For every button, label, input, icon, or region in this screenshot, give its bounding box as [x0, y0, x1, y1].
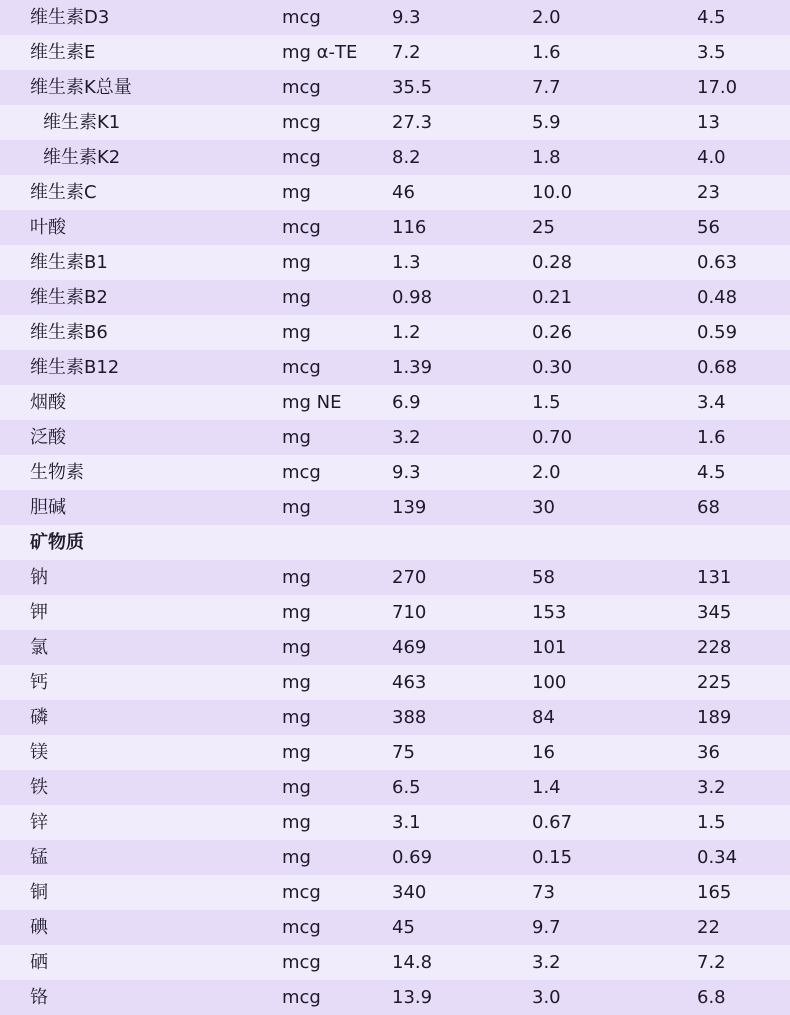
value-cell-2: 153	[532, 602, 567, 623]
value-cell-1: 3.2	[392, 427, 421, 448]
unit-cell: mcg	[282, 77, 321, 98]
unit-cell: mcg	[282, 987, 321, 1008]
value-cell-3: 36	[697, 742, 720, 763]
value-cell-2: 101	[532, 637, 567, 658]
value-cell-3: 56	[697, 217, 720, 238]
value-cell-3: 3.4	[697, 392, 726, 413]
table-row	[0, 875, 790, 910]
unit-cell: mcg	[282, 7, 321, 28]
unit-cell: mg	[282, 427, 311, 448]
value-cell-3: 0.48	[697, 287, 738, 308]
table-row	[0, 455, 790, 490]
value-cell-3: 189	[697, 707, 732, 728]
nutrient-name: 维生素K总量	[30, 77, 132, 98]
table-row	[0, 700, 790, 735]
unit-cell: mcg	[282, 882, 321, 903]
value-cell-3: 4.5	[697, 7, 726, 28]
nutrient-name: 维生素C	[30, 182, 97, 203]
nutrient-name: 维生素K1	[43, 112, 121, 133]
value-cell-2: 25	[532, 217, 555, 238]
unit-cell: mg	[282, 847, 311, 868]
value-cell-1: 0.98	[392, 287, 433, 308]
nutrient-name: 泛酸	[30, 427, 66, 448]
nutrient-name: 维生素B2	[30, 287, 108, 308]
section-header-row	[0, 525, 790, 560]
table-row	[0, 595, 790, 630]
value-cell-2: 2.0	[532, 462, 561, 483]
nutrient-name: 碘	[30, 917, 48, 938]
value-cell-3: 1.5	[697, 812, 726, 833]
unit-cell: mg	[282, 672, 311, 693]
value-cell-1: 1.39	[392, 357, 433, 378]
unit-cell: mg	[282, 322, 311, 343]
value-cell-2: 58	[532, 567, 555, 588]
value-cell-1: 13.9	[392, 987, 433, 1008]
table-row	[0, 210, 790, 245]
value-cell-2: 10.0	[532, 182, 573, 203]
table-row	[0, 280, 790, 315]
value-cell-3: 345	[697, 602, 732, 623]
nutrient-name: 硒	[30, 952, 48, 973]
value-cell-2: 0.67	[532, 812, 573, 833]
value-cell-3: 7.2	[697, 952, 726, 973]
value-cell-1: 0.69	[392, 847, 433, 868]
value-cell-1: 14.8	[392, 952, 433, 973]
value-cell-3: 68	[697, 497, 720, 518]
value-cell-3: 22	[697, 917, 720, 938]
unit-cell: mg	[282, 637, 311, 658]
nutrient-name: 磷	[30, 707, 48, 728]
unit-cell: mg	[282, 602, 311, 623]
unit-cell: mg	[282, 707, 311, 728]
value-cell-2: 1.4	[532, 777, 561, 798]
value-cell-3: 165	[697, 882, 732, 903]
value-cell-3: 225	[697, 672, 732, 693]
nutrient-name: 胆碱	[30, 497, 66, 518]
table-row	[0, 735, 790, 770]
value-cell-1: 469	[392, 637, 427, 658]
unit-cell: mcg	[282, 917, 321, 938]
value-cell-1: 6.5	[392, 777, 421, 798]
nutrient-name: 维生素B1	[30, 252, 108, 273]
table-row	[0, 175, 790, 210]
value-cell-1: 3.1	[392, 812, 421, 833]
table-row	[0, 770, 790, 805]
section-title: 矿物质	[30, 532, 84, 553]
unit-cell: mg	[282, 777, 311, 798]
nutrient-name: 钾	[30, 602, 48, 623]
nutrient-name: 铬	[30, 987, 48, 1008]
value-cell-1: 340	[392, 882, 427, 903]
value-cell-3: 4.5	[697, 462, 726, 483]
value-cell-3: 13	[697, 112, 720, 133]
value-cell-3: 17.0	[697, 77, 738, 98]
value-cell-1: 1.3	[392, 252, 421, 273]
table-row	[0, 105, 790, 140]
table-row	[0, 70, 790, 105]
table-row	[0, 245, 790, 280]
nutrient-name: 铜	[30, 882, 48, 903]
value-cell-3: 1.6	[697, 427, 726, 448]
value-cell-2: 0.26	[532, 322, 573, 343]
value-cell-2: 2.0	[532, 7, 561, 28]
value-cell-2: 84	[532, 707, 555, 728]
unit-cell: mg	[282, 742, 311, 763]
value-cell-2: 7.7	[532, 77, 561, 98]
value-cell-1: 9.3	[392, 462, 421, 483]
value-cell-2: 0.21	[532, 287, 573, 308]
value-cell-1: 139	[392, 497, 427, 518]
value-cell-2: 5.9	[532, 112, 561, 133]
table-row	[0, 420, 790, 455]
value-cell-3: 0.34	[697, 847, 738, 868]
value-cell-2: 3.2	[532, 952, 561, 973]
value-cell-1: 46	[392, 182, 415, 203]
value-cell-2: 100	[532, 672, 567, 693]
value-cell-3: 0.59	[697, 322, 738, 343]
nutrient-name: 锰	[30, 847, 48, 868]
table-row	[0, 945, 790, 980]
unit-cell: mg NE	[282, 392, 342, 413]
value-cell-1: 9.3	[392, 7, 421, 28]
value-cell-2: 1.8	[532, 147, 561, 168]
nutrient-name: 钙	[30, 672, 48, 693]
value-cell-3: 6.8	[697, 987, 726, 1008]
table-row	[0, 840, 790, 875]
unit-cell: mcg	[282, 217, 321, 238]
value-cell-2: 0.28	[532, 252, 573, 273]
value-cell-2: 30	[532, 497, 555, 518]
nutrient-name: 镁	[30, 742, 48, 763]
table-row	[0, 630, 790, 665]
nutrient-name: 氯	[30, 637, 48, 658]
value-cell-2: 73	[532, 882, 555, 903]
value-cell-1: 6.9	[392, 392, 421, 413]
nutrient-name: 维生素K2	[43, 147, 121, 168]
value-cell-3: 131	[697, 567, 732, 588]
value-cell-3: 3.5	[697, 42, 726, 63]
nutrient-name: 生物素	[30, 462, 84, 483]
value-cell-2: 0.70	[532, 427, 573, 448]
nutrient-name: 铁	[30, 777, 48, 798]
nutrient-name: 维生素E	[30, 42, 96, 63]
value-cell-2: 3.0	[532, 987, 561, 1008]
value-cell-2: 1.5	[532, 392, 561, 413]
unit-cell: mg	[282, 497, 311, 518]
unit-cell: mcg	[282, 147, 321, 168]
table-row	[0, 665, 790, 700]
value-cell-3: 23	[697, 182, 720, 203]
nutrient-name: 维生素D3	[30, 7, 110, 28]
value-cell-3: 3.2	[697, 777, 726, 798]
table-row	[0, 560, 790, 595]
value-cell-1: 388	[392, 707, 427, 728]
unit-cell: mg	[282, 287, 311, 308]
table-row	[0, 35, 790, 70]
value-cell-2: 1.6	[532, 42, 561, 63]
value-cell-1: 35.5	[392, 77, 433, 98]
unit-cell: mg	[282, 567, 311, 588]
nutrient-name: 维生素B12	[30, 357, 120, 378]
value-cell-1: 75	[392, 742, 415, 763]
unit-cell: mg	[282, 252, 311, 273]
value-cell-1: 8.2	[392, 147, 421, 168]
value-cell-1: 116	[392, 217, 427, 238]
table-row	[0, 490, 790, 525]
value-cell-1: 45	[392, 917, 415, 938]
table-row	[0, 350, 790, 385]
nutrient-name: 叶酸	[30, 217, 66, 238]
table-row	[0, 140, 790, 175]
nutrient-name: 维生素B6	[30, 322, 108, 343]
unit-cell: mcg	[282, 357, 321, 378]
value-cell-2: 9.7	[532, 917, 561, 938]
value-cell-2: 16	[532, 742, 555, 763]
nutrient-name: 锌	[30, 812, 48, 833]
value-cell-1: 463	[392, 672, 427, 693]
nutrient-name: 烟酸	[30, 392, 66, 413]
value-cell-3: 0.63	[697, 252, 738, 273]
table-row	[0, 0, 790, 35]
table-row	[0, 315, 790, 350]
value-cell-1: 7.2	[392, 42, 421, 63]
value-cell-2: 0.15	[532, 847, 573, 868]
unit-cell: mg α-TE	[282, 42, 358, 63]
value-cell-1: 710	[392, 602, 427, 623]
table-row	[0, 385, 790, 420]
table-row	[0, 910, 790, 945]
unit-cell: mg	[282, 812, 311, 833]
value-cell-3: 4.0	[697, 147, 726, 168]
unit-cell: mcg	[282, 112, 321, 133]
unit-cell: mcg	[282, 952, 321, 973]
value-cell-2: 0.30	[532, 357, 573, 378]
value-cell-3: 0.68	[697, 357, 738, 378]
value-cell-3: 228	[697, 637, 732, 658]
unit-cell: mg	[282, 182, 311, 203]
nutrient-name: 钠	[30, 567, 48, 588]
unit-cell: mcg	[282, 462, 321, 483]
table-row	[0, 980, 790, 1015]
table-row	[0, 805, 790, 840]
value-cell-1: 1.2	[392, 322, 421, 343]
value-cell-1: 270	[392, 567, 427, 588]
value-cell-1: 27.3	[392, 112, 433, 133]
